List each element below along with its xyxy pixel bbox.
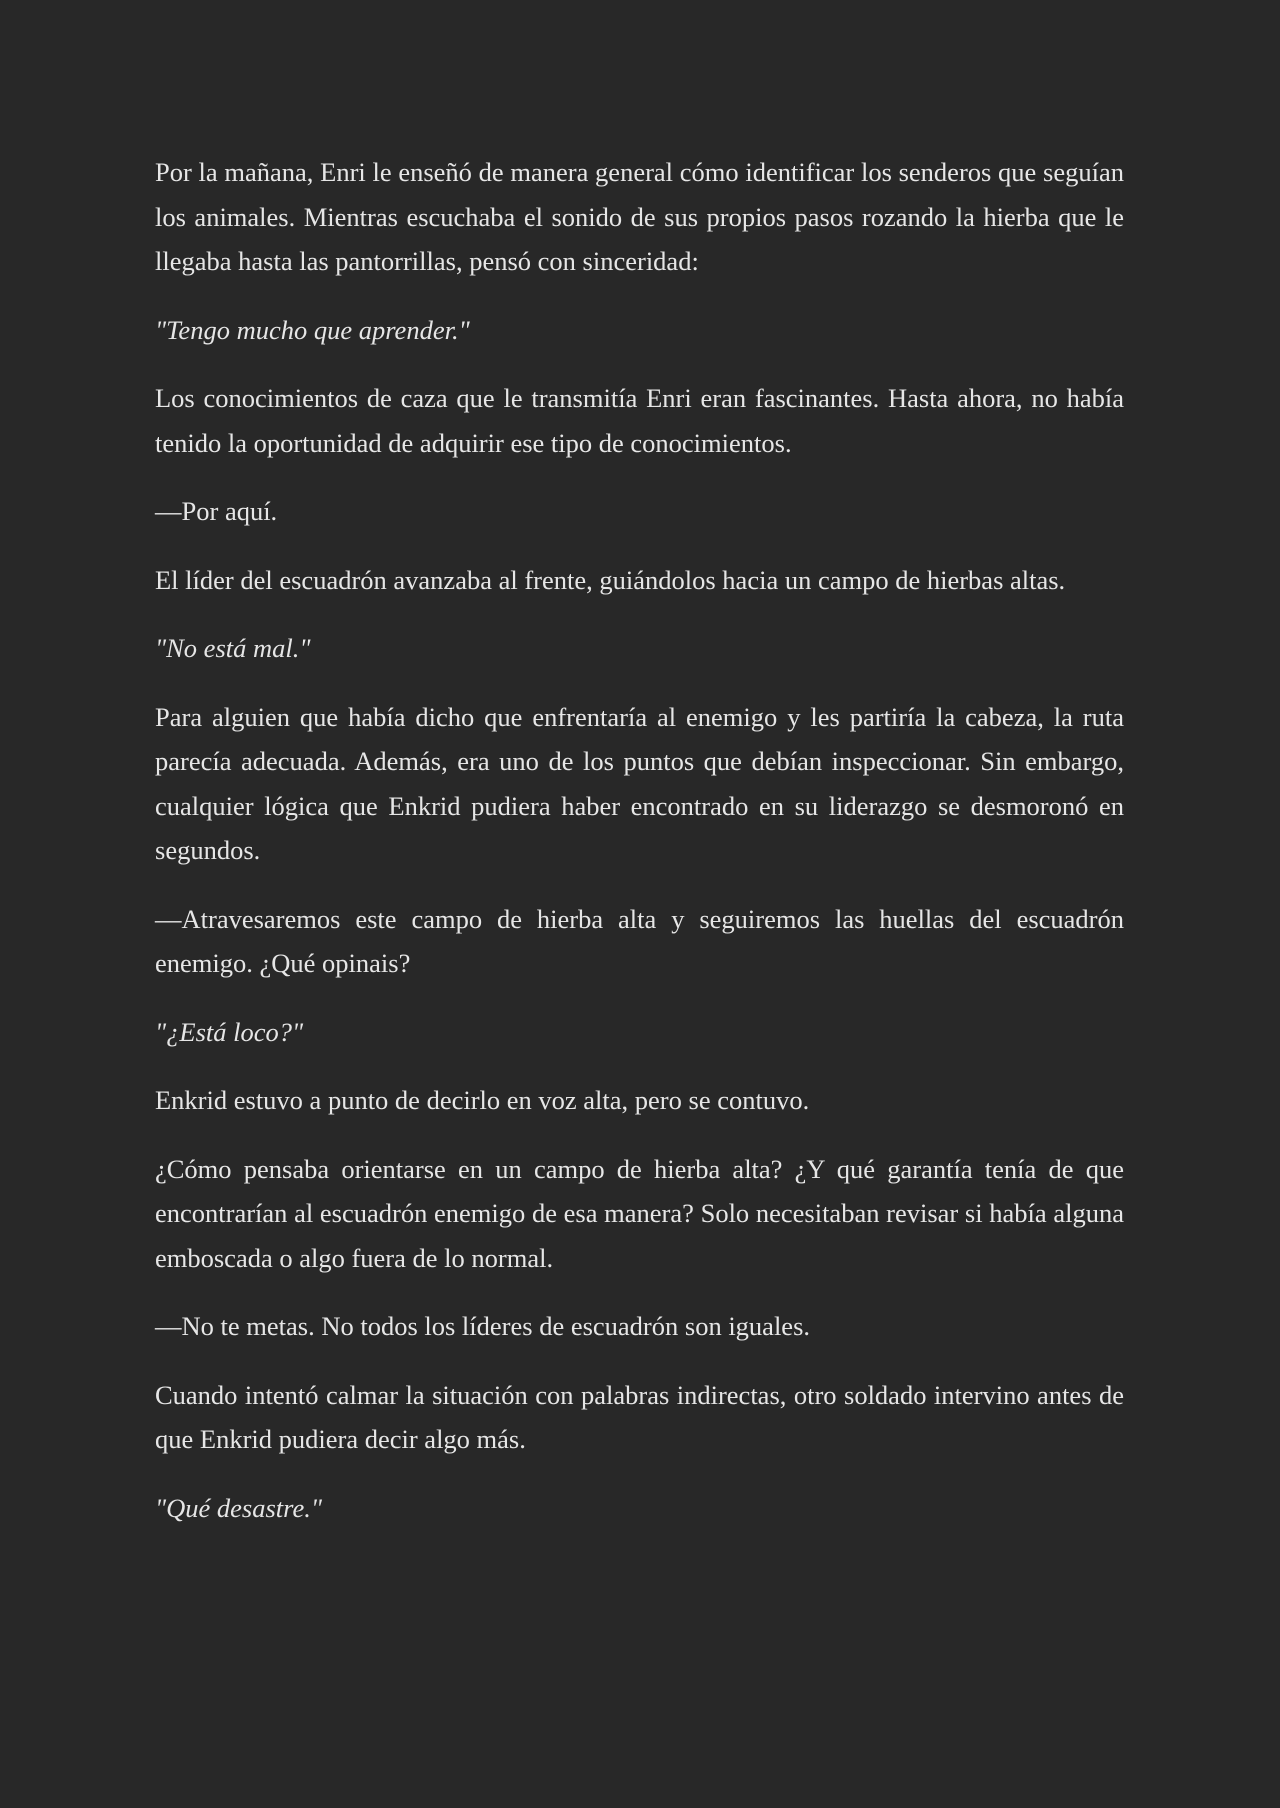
narration-paragraph: Por la mañana, Enri le enseñó de manera general cómo identificar los senderos que seguían los animales. Mientras escuchaba el sonido de sus propios pasos rozando la hierba que le llegaba hasta las pantorrillas, pensó con sinceridad: [155, 157, 1124, 276]
dialogue-paragraph: —Por aquí. [155, 496, 278, 526]
dialogue-paragraph: —Atravesaremos este campo de hierba alta y seguiremos las huellas del escuadrón enemigo. ¿Qué opinais? [155, 903, 1124, 978]
thought-paragraph: "No está mal." [155, 633, 311, 663]
narration-paragraph: El líder del escuadrón avanzaba al frente, guiándolos hacia un campo de hierbas altas. [155, 564, 1066, 595]
thought-paragraph: "Tengo mucho que aprender." [155, 314, 470, 345]
reading-page [155, 150, 1124, 1554]
thought-paragraph: "Qué desastre." [155, 1492, 322, 1523]
thought-paragraph: "¿Está loco?" [155, 1016, 304, 1047]
narration-paragraph: ¿Cómo pensaba orientarse en un campo de hierba alta? ¿Y qué garantía tenía de que encontrarían al escuadrón enemigo de esa manera? Solo necesitaban revisar si había alguna emboscada o algo fuera de lo normal. [155, 1153, 1124, 1273]
narration-paragraph: Para alguien que había dicho que enfrentaría al enemigo y les partiría la cabeza, la ruta parecía adecuada. Además, era uno de los puntos que debían inspeccionar. Sin embargo, cualquier lógica que Enkrid pudiera haber encontrado en su liderazgo se desmoronó en segundos. [155, 701, 1124, 865]
narration-paragraph: Los conocimientos de caza que le transmitía Enri eran fascinantes. Hasta ahora, no había tenido la oportunidad de adquirir ese tipo de conocimientos. [155, 383, 1124, 458]
narration-paragraph: Enkrid estuvo a punto de decirlo en voz alta, pero se contuvo. [155, 1085, 810, 1115]
dialogue-paragraph: —No te metas. No todos los líderes de escuadrón son iguales. [155, 1311, 811, 1341]
narration-paragraph: Cuando intentó calmar la situación con palabras indirectas, otro soldado intervino antes de que Enkrid pudiera decir algo más. [155, 1379, 1124, 1454]
